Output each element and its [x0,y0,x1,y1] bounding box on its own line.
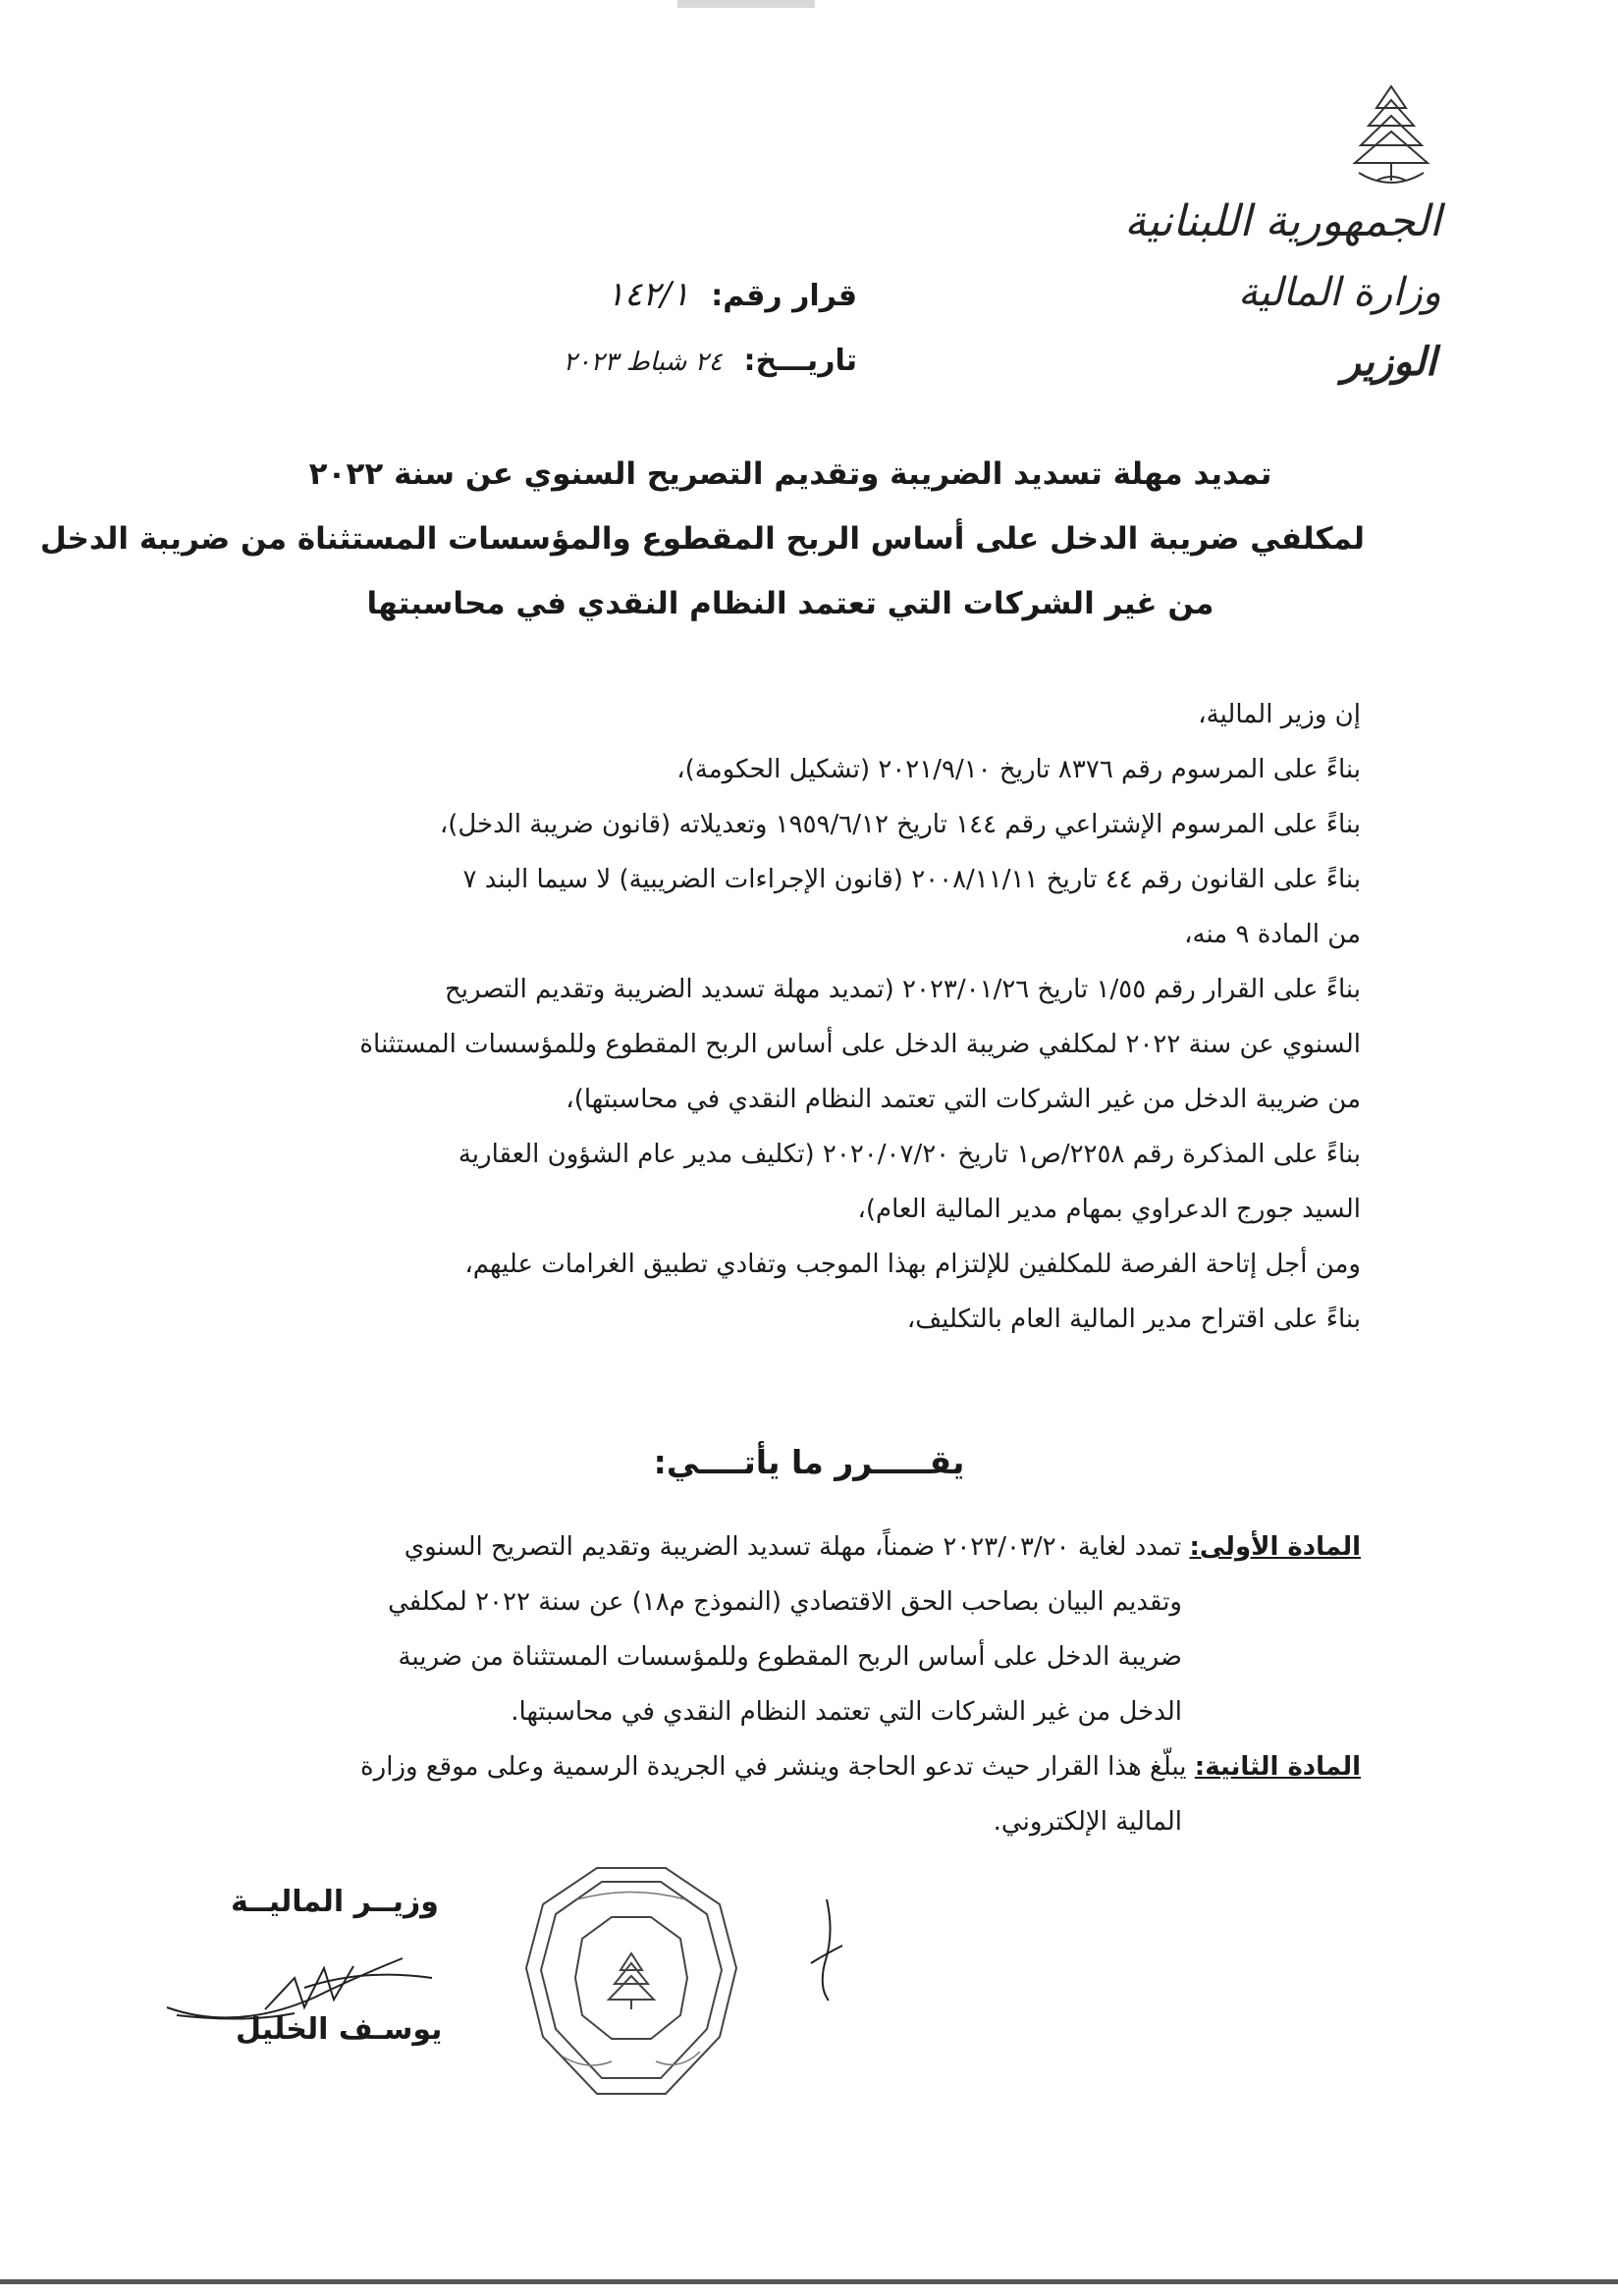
decision-date-label: تاريـــخ: [743,344,857,378]
decides-heading: يقـــــرر ما يأتــــي: [653,1443,965,1481]
preamble-item-5-line-1: بناءً على المذكرة رقم ٢٢٥٨/ص١ تاريخ ٢٠٢٠/٠٧/٢٠ (تكليف مدير عام الشؤون العقارية [458,1140,1361,1169]
preamble-item-6: ومن أجل إتاحة الفرصة للمكلفين للإلتزام بهذا الموجب وتفادي تطبيق الغرامات عليهم، [464,1250,1361,1279]
preamble-item-2: بناءً على المرسوم الإشتراعي رقم ١٤٤ تاريخ ١٩٥٩/٦/١٢ وتعديلاته (قانون ضريبة الدخل)، [439,810,1361,839]
preamble-item-7: بناءً على اقتراح مدير المالية العام بالتكليف، [906,1305,1361,1334]
preamble-intro: إن وزير المالية، [1198,700,1361,729]
paraph-mark [807,1895,846,2002]
article-1-line-2: وتقديم البيان بصاحب الحق الاقتصادي (النموذج م١٨) عن سنة ٢٠٢٢ لمكلفي [388,1587,1182,1617]
cedar-emblem-icon [1347,79,1435,196]
article-2-label: المادة الثانية: [1194,1752,1361,1782]
signature-title: وزيــر الماليــة [231,1885,439,1919]
republic-name: الجمهورية اللبنانية [1124,196,1441,246]
title-line-3: من غير الشركات التي تعتمد النظام النقدي في محاسبتها [366,586,1214,621]
article-1-line-3: ضريبة الدخل على أساس الربح المقطوع وللمؤسسات المستثناة من ضريبة [398,1642,1182,1672]
decision-number-row [607,275,857,314]
title-line-1: تمديد مهلة تسديد الضريبة وتقديم التصريح السنوي عن سنة ٢٠٢٢ [308,456,1272,492]
preamble-item-3-line-2: من المادة ٩ منه، [1184,920,1361,949]
article-1-line-4: الدخل من غير الشركات التي تعتمد النظام النقدي في محاسبتها. [511,1697,1182,1727]
preamble [251,687,1361,1347]
article-1-line-1: تمدد لغاية ٢٠٢٣/٠٣/٢٠ ضمناً، مهلة تسديد الضريبة وتقديم التصريح السنوي [404,1532,1182,1562]
article-1-label: المادة الأولى: [1189,1532,1361,1562]
decision-number-value: ١٤٢/١ [606,275,690,314]
official-stamp-icon [518,1860,744,2106]
article-1 [251,1520,1361,1575]
minister-name: يوسـف الخليل [236,2012,443,2047]
decision-date-value: ٢٤ شباط ٢٠٢٣ [563,347,723,377]
article-2 [251,1739,1361,1794]
preamble-item-3-line-1: بناءً على القانون رقم ٤٤ تاريخ ٢٠٠٨/١١/١١ (قانون الإجراءات الضريبية) لا سيما البند ٧ [462,865,1361,894]
ministry-name: وزارة المالية [1237,270,1441,315]
title-line-2: لمكلفي ضريبة الدخل على أساس الربح المقطوع والمؤسسات المستثناة من ضريبة الدخل [39,521,1365,557]
scan-border [0,2279,1618,2284]
decision-date-row [564,344,857,378]
minister-label: الوزير [1341,339,1436,385]
preamble-item-1: بناءً على المرسوم رقم ٨٣٧٦ تاريخ ٢٠٢١/٩/١٠ (تشكيل الحكومة)، [676,755,1361,784]
scan-smudge [677,0,815,14]
preamble-item-4-line-1: بناءً على القرار رقم ١/٥٥ تاريخ ٢٠٢٣/٠١/٢٦ (تمديد مهلة تسديد الضريبة وتقديم التصريح [444,975,1361,1004]
decision-number-label: قرار رقم: [711,279,857,313]
document-title [39,442,1365,636]
article-2-line-2: المالية الإلكتروني. [993,1807,1182,1837]
article-2-line-1: يبلّغ هذا القرار حيث تدعو الحاجة وينشر في الجريدة الرسمية وعلى موقع وزارة [360,1752,1187,1782]
articles [251,1520,1361,1849]
preamble-item-5-line-2: السيد جورج الدعراوي بمهام مدير المالية العام)، [857,1195,1361,1224]
preamble-item-4-line-3: من ضريبة الدخل من غير الشركات التي تعتمد النظام النقدي في محاسبتها)، [566,1085,1361,1114]
preamble-item-4-line-2: السنوي عن سنة ٢٠٢٢ لمكلفي ضريبة الدخل على أساس الربح المقطوع وللمؤسسات المستثناة [359,1030,1361,1059]
